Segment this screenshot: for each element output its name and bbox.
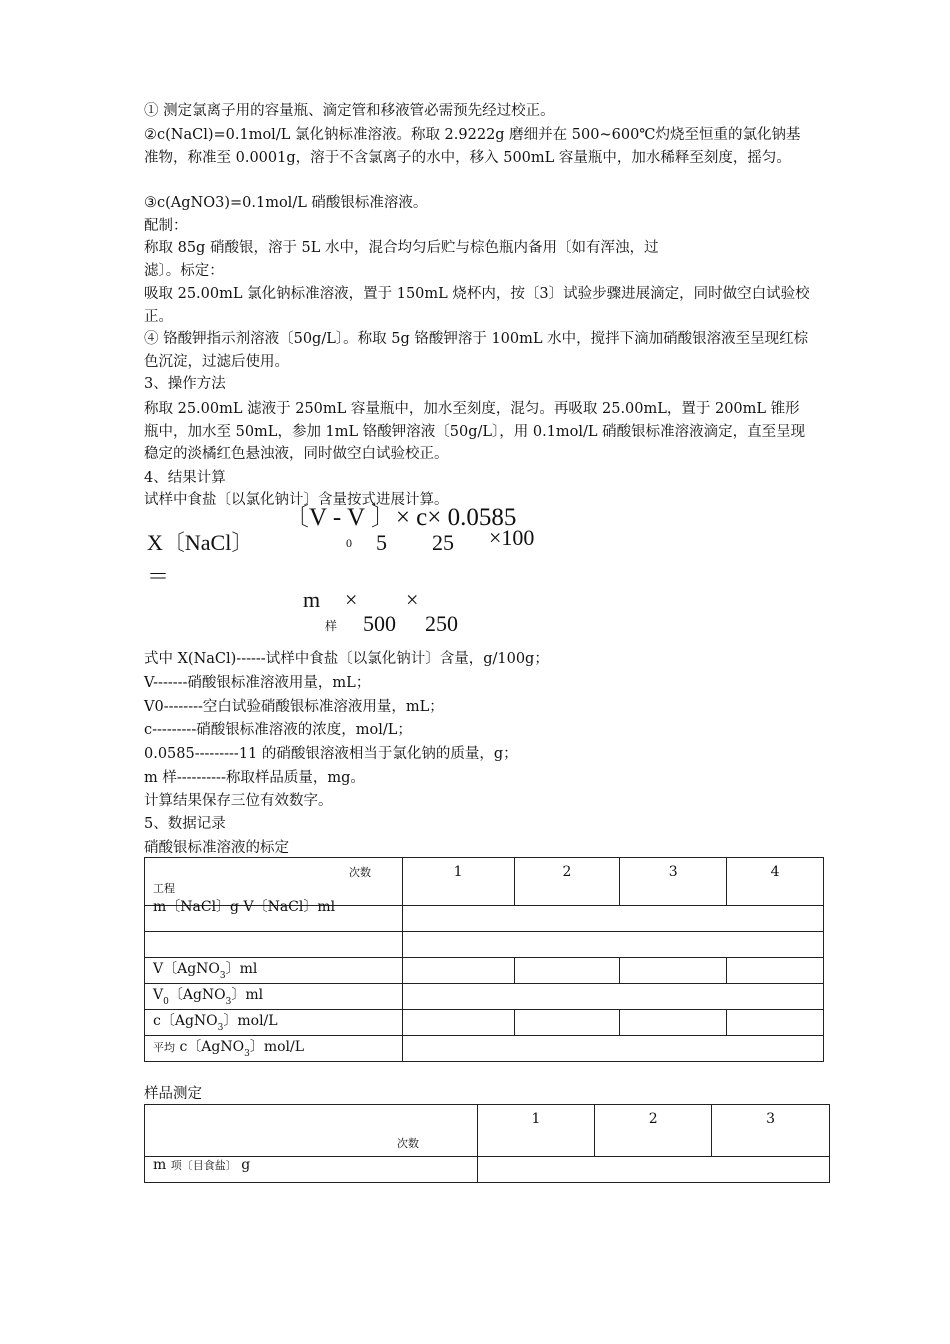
paragraph-method: 称取 25.00mL 滤液于 250mL 容量瓶中，加水至刻度，混匀。再吸取 25.00mL，置于 200mL 锥形瓶中，加水至 50mL，参加 1mL 铬酸钾溶液〔50g/L〕，用 0.1mol/L 硝酸银标准溶液滴定，直至呈现稳定的淡橘红色悬浊液，同时做空白试验校正。 bbox=[144, 401, 806, 462]
section-heading-data: 5、数据记录 bbox=[144, 816, 226, 832]
table2-corner-cell bbox=[145, 1105, 478, 1157]
row-label-m-salt bbox=[145, 1157, 478, 1183]
legend-line-x: 式中 X(NaCl)------试样中食盐〔以氯化钠计〕含量，g/100g； bbox=[144, 651, 549, 667]
legend-line-v: V-------硝酸银标准溶液用量，mL； bbox=[144, 675, 371, 691]
legend-line-v0: V0--------空白试验硝酸银标准溶液用量，mL； bbox=[144, 699, 444, 715]
table1-caption: 硝酸银标准溶液的标定 bbox=[144, 840, 289, 856]
col-header-3: 3 bbox=[712, 1105, 830, 1157]
row-label-nacl bbox=[145, 899, 403, 932]
formula-num-5: 5 bbox=[376, 530, 387, 555]
row-text: V bbox=[153, 987, 164, 1003]
table-cell bbox=[145, 932, 403, 958]
row-text: 〕ml bbox=[225, 961, 258, 977]
formula-sub-zero: 0 bbox=[346, 536, 352, 550]
row-text: 〕mol/L bbox=[249, 1039, 305, 1055]
legend-line-factor: 0.0585---------11 的硝酸银溶液相当于氯化钠的质量，g； bbox=[144, 746, 518, 762]
paragraph-preparation-line2: 滤〕。标定： bbox=[144, 263, 224, 279]
table-cell[interactable] bbox=[402, 906, 823, 932]
formula-den-times2: × bbox=[406, 587, 419, 612]
subscript: 3 bbox=[244, 1049, 250, 1059]
formula-den-sub: 样 bbox=[325, 619, 338, 633]
formula-lhs: X〔NaCl〕 bbox=[147, 530, 254, 555]
sample-table bbox=[144, 1104, 830, 1183]
table-cell[interactable] bbox=[402, 1010, 514, 1036]
table-cell[interactable] bbox=[402, 932, 823, 958]
formula-den-500: 500 bbox=[363, 611, 396, 636]
formula-times-100: ×100 bbox=[489, 525, 535, 550]
paragraph-agno3-standard: ③c(AgNO3)=0.1mol/L 硝酸银标准溶液。 bbox=[144, 195, 428, 211]
legend-line-c: c---------硝酸银标准溶液的浓度，mol/L； bbox=[144, 722, 412, 738]
table-cell[interactable] bbox=[402, 1036, 823, 1062]
table2-caption: 样品测定 bbox=[144, 1086, 202, 1102]
table-cell[interactable] bbox=[727, 958, 824, 984]
table-row bbox=[145, 1036, 824, 1062]
table-cell[interactable] bbox=[620, 1010, 727, 1036]
col-header-2: 2 bbox=[595, 1105, 712, 1157]
col-header-3: 3 bbox=[620, 858, 727, 906]
formula-den-250: 250 bbox=[425, 611, 458, 636]
formula-num-25: 25 bbox=[432, 530, 454, 555]
table-cell[interactable] bbox=[514, 1010, 620, 1036]
subscript: 3 bbox=[217, 1023, 224, 1033]
formula-den-m: m bbox=[303, 587, 321, 612]
row-text: 〕mol/L bbox=[223, 1013, 278, 1029]
table-cell[interactable] bbox=[620, 958, 727, 984]
formula-equals: ＝ bbox=[147, 564, 170, 589]
paragraph-calculation-intro: 试样中食盐〔以氯化钠计〕含量按式进展计算。 bbox=[144, 492, 449, 508]
row-text: 〕ml bbox=[231, 987, 264, 1003]
row-label-c-agno3 bbox=[145, 1010, 403, 1036]
subscript: 0 bbox=[163, 997, 169, 1007]
formula-numerator-part1: 〔V - V 〕× c× 0.0585 bbox=[284, 504, 517, 531]
table-row bbox=[145, 984, 824, 1010]
col-header-2: 2 bbox=[514, 858, 620, 906]
subscript: 3 bbox=[225, 997, 232, 1007]
section-heading-calculation: 4、结果计算 bbox=[144, 470, 226, 486]
row-label-nacl-text: m〔NaCl〕g V〔NaCl〕ml bbox=[153, 899, 336, 915]
table-cell[interactable] bbox=[402, 984, 823, 1010]
table-cell[interactable] bbox=[477, 1157, 829, 1183]
corner-label-count: 次数 bbox=[349, 866, 371, 879]
row-text: V〔AgNO bbox=[153, 961, 220, 977]
col-header-1: 1 bbox=[402, 858, 514, 906]
row-text: c〔AgNO bbox=[175, 1039, 245, 1055]
col-header-1: 1 bbox=[477, 1105, 595, 1157]
table-row bbox=[145, 932, 824, 958]
row-text: g bbox=[241, 1157, 251, 1173]
table-cell[interactable] bbox=[402, 958, 514, 984]
row-text-small: 平均 bbox=[153, 1041, 175, 1054]
subscript: 3 bbox=[219, 971, 226, 981]
table-row bbox=[145, 958, 824, 984]
row-text-small: 项〔目食盐〕 bbox=[170, 1159, 237, 1172]
row-text: 〔AgNO bbox=[168, 987, 226, 1003]
paragraph-preparation-line1: 称取 85g 硝酸银，溶于 5L 水中，混合均匀后贮与棕色瓶内备用〔如有浑浊，过 bbox=[144, 240, 659, 256]
corner-label-item: 工程 bbox=[153, 882, 175, 895]
legend-line-m: m 样----------称取样品质量，mg。 bbox=[144, 770, 365, 786]
paragraph-nacl-standard: ②c(NaCl)=0.1mol/L 氯化钠标准溶液。称取 2.9222g 磨细并在 500~600℃灼烧至恒重的氯化钠基准物，称准至 0.0001g，溶于不含氯离子的水中，移入 500mL 容量瓶中，加水稀释至刻度，摇匀。 bbox=[144, 127, 801, 166]
corner-label-count: 次数 bbox=[397, 1137, 419, 1150]
col-header-4: 4 bbox=[727, 858, 824, 906]
table-cell[interactable] bbox=[727, 1010, 824, 1036]
paragraph-indicator: ④ 铬酸钾指示剂溶液〔50g/L〕。称取 5g 铬酸钾溶于 100mL 水中，搅拌下滴加硝酸银溶液至呈现红棕色沉淀，过滤后使用。 bbox=[144, 331, 809, 370]
table-row bbox=[145, 906, 824, 932]
table-cell[interactable] bbox=[514, 958, 620, 984]
paragraph-preparation-heading: 配制： bbox=[144, 218, 188, 234]
paragraph-calibration: ① 测定氯离子用的容量瓶、滴定管和移液管必需预先经过校正。 bbox=[144, 103, 555, 119]
row-label-avg-c bbox=[145, 1036, 403, 1062]
row-text: c〔AgNO bbox=[153, 1013, 218, 1029]
legend-line-precision: 计算结果保存三位有效数字。 bbox=[144, 793, 333, 809]
table-row bbox=[145, 1157, 830, 1183]
table-header-row bbox=[145, 1105, 830, 1157]
row-label-v0-agno3 bbox=[145, 984, 403, 1010]
table-row bbox=[145, 1010, 824, 1036]
row-label-v-agno3 bbox=[145, 958, 403, 984]
standardization-table bbox=[144, 857, 824, 1062]
row-text: m bbox=[153, 1157, 167, 1173]
formula-den-times1: × bbox=[345, 587, 358, 612]
paragraph-standardization: 吸取 25.00mL 氯化钠标准溶液，置于 150mL 烧杯内，按〔3〕试验步骤进展滴定，同时做空白试验校正。 bbox=[144, 286, 810, 325]
section-heading-method: 3、操作方法 bbox=[144, 376, 226, 392]
